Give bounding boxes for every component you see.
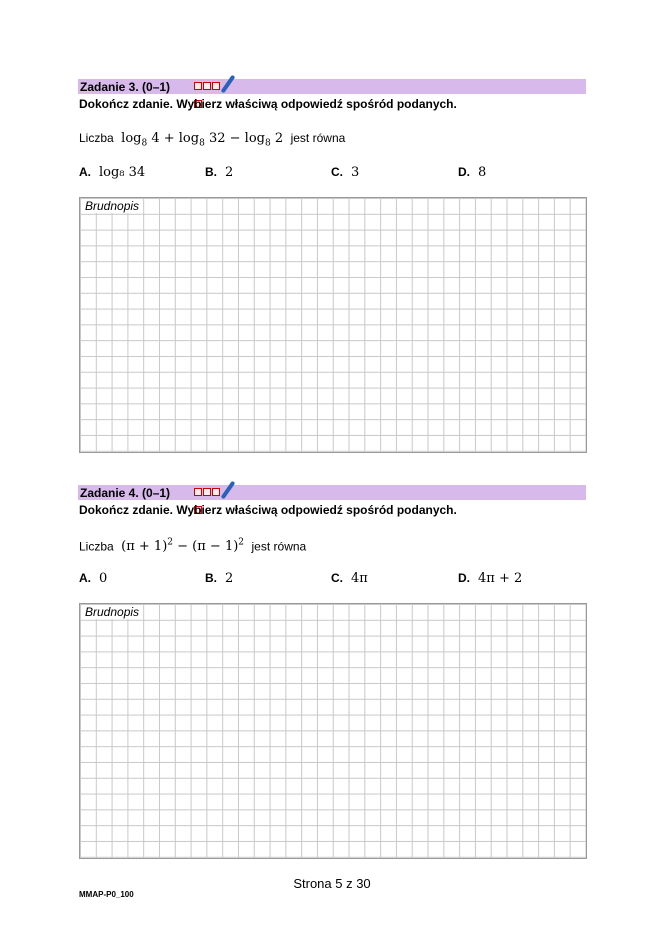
option-value: log₈ 34 bbox=[99, 165, 146, 180]
option-value: 2 bbox=[225, 571, 234, 586]
exam-code: MMAP-P0_100 bbox=[79, 890, 134, 899]
option-value: 0 bbox=[99, 571, 108, 586]
scratch-label: Brudnopis bbox=[83, 605, 143, 619]
option-letter: B. bbox=[205, 571, 217, 585]
task-3-instruction: Dokończ zdanie. Wybierz właściwą odpowiedź spośród podanych. bbox=[79, 97, 457, 111]
option-letter: A. bbox=[79, 571, 91, 585]
task-4-stem bbox=[79, 538, 306, 554]
task-4-stem-suffix: jest równa bbox=[251, 539, 307, 554]
option-value: 4π bbox=[351, 571, 368, 586]
scratch-label: Brudnopis bbox=[83, 199, 143, 213]
task-3-stem-prefix: Liczba bbox=[79, 131, 114, 145]
option-letter: C. bbox=[331, 165, 343, 179]
task-3-stem bbox=[79, 131, 345, 149]
task-3-title: Zadanie 3. (0–1) bbox=[80, 80, 171, 94]
answer-boxes-icon bbox=[194, 82, 224, 90]
scratch-grid-3[interactable] bbox=[79, 197, 587, 453]
scratch-grid-4[interactable] bbox=[79, 603, 587, 859]
task-3-option-c[interactable] bbox=[331, 165, 359, 180]
task-3-option-d[interactable] bbox=[458, 165, 486, 180]
option-value: 3 bbox=[351, 165, 360, 180]
task-4-title: Zadanie 4. (0–1) bbox=[80, 486, 171, 500]
task-4-option-a[interactable] bbox=[79, 571, 107, 586]
task-3-option-a[interactable] bbox=[79, 165, 145, 180]
option-value: 8 bbox=[478, 165, 487, 180]
task-4-stem-prefix: Liczba bbox=[79, 539, 114, 554]
option-letter: B. bbox=[205, 165, 217, 179]
task-4-header bbox=[78, 485, 586, 500]
task-4-instruction: Dokończ zdanie. Wybierz właściwą odpowiedź spośród podanych. bbox=[79, 503, 457, 517]
option-value: 4π + 2 bbox=[478, 571, 523, 586]
option-letter: C. bbox=[331, 571, 343, 585]
task-3-expression: $\log_8 4 + \log_8 32 - \log_8 2$ bbox=[117, 131, 288, 149]
task-3-option-b[interactable] bbox=[205, 165, 233, 180]
option-letter: D. bbox=[458, 571, 470, 585]
task-4-expression: $(\pi + 1)^2 - (\pi - 1)^2$ bbox=[117, 538, 245, 555]
task-4-option-c[interactable] bbox=[331, 571, 368, 586]
task-4-option-d[interactable] bbox=[458, 571, 522, 586]
task-4-option-b[interactable] bbox=[205, 571, 233, 586]
option-letter: D. bbox=[458, 165, 470, 179]
page-number: Strona 5 z 30 bbox=[293, 876, 371, 891]
task-3-header bbox=[78, 79, 586, 94]
option-letter: A. bbox=[79, 165, 91, 179]
answer-boxes-icon bbox=[194, 488, 224, 496]
option-value: 2 bbox=[225, 165, 234, 180]
task-3-stem-suffix: jest równa bbox=[290, 131, 346, 145]
